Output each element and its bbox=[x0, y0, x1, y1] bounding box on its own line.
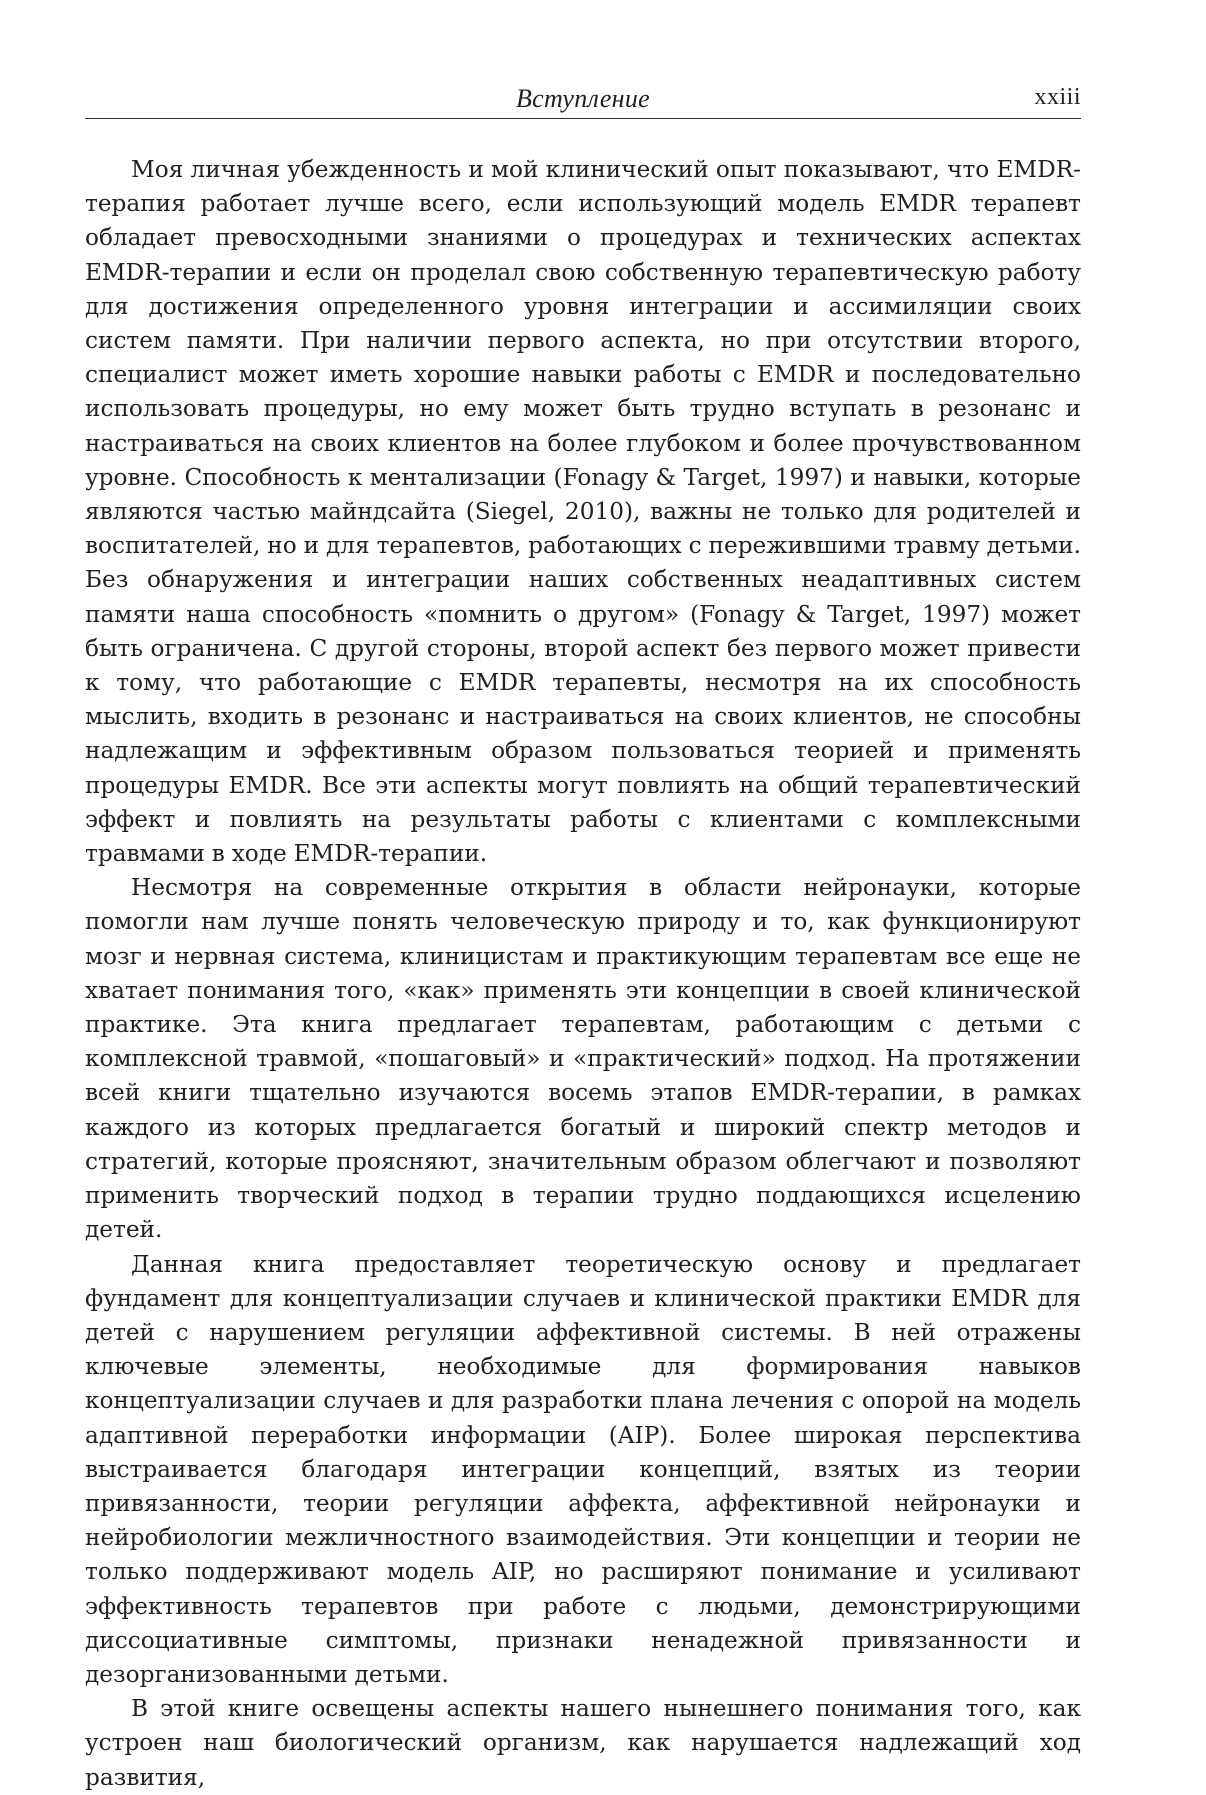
body-text bbox=[85, 153, 1081, 1795]
running-header bbox=[85, 70, 1081, 119]
paragraph-3: Данная книга предоставляет теоретическую основу и предлагает фундамент для концептуализации случаев и клинической практики EMDR для детей с нарушением регуляции аффективной системы. В ней отражены ключевые элементы, необходимые для формирования навыков концептуализации случаев и для разработки плана лечения с опорой на модель адаптивной переработки информации (AIP). Более широкая перспектива выстраивается благодаря интеграции концепций, взятых из теории привязанности, теории регуляции аффекта, аффективной нейронауки и нейробиологии межличностного взаимодействия. Эти концепции и теории не только поддерживают модель AIP, но расширяют понимание и усиливают эффективность терапевтов при работе с людьми, демонстрирующими диссоциативные симптомы, признаки ненадежной привязанности и дезорганизованными детьми. bbox=[85, 1250, 1081, 1688]
paragraph-2: Несмотря на современные открытия в области нейронауки, которые помогли нам лучше понять человеческую природу и то, как функционируют мозг и нервная система, клиницистам и практикующим терапевтам все еще не хватает понимания того, «как» применять эти концепции в своей клинической практике. Эта книга предлагает терапевтам, работающим с детьми с комплексной травмой, «пошаговый» и «практический» подход. На протяжении всей книги тщательно изучаются восемь этапов EMDR-терапии, в рамках каждого из которых предлагается богатый и широкий спектр методов и стратегий, которые проясняют, значительным образом облегчают и позволяют применить творческий подход в терапии трудно поддающихся исцелению детей. bbox=[85, 874, 1081, 1244]
chapter-title: Вступление bbox=[515, 84, 651, 113]
page-number: xxiii bbox=[1034, 84, 1081, 110]
paragraph-4: В этой книге освещены аспекты нашего нынешнего понимания того, как устроен наш биологический организм, как нарушается надлежащий ход развития, bbox=[85, 1695, 1081, 1791]
paragraph-1: Моя личная убежденность и мой клинический опыт показывают, что EMDR-терапия работает лучше всего, если использующий модель EMDR терапевт обладает превосходными знаниями о процедурах и технических аспектах EMDR-терапии и если он проделал свою собственную терапевтическую работу для достижения определенного уровня интеграции и ассимиляции своих систем памяти. При наличии первого аспекта, но при отсутствии второго, специалист может иметь хорошие навыки работы с EMDR и последовательно использовать процедуры, но ему может быть трудно вступать в резонанс и настраиваться на своих клиентов на более глубоком и более прочувствованном уровне. Способность к ментализации (Fonagy & Target, 1997) и навыки, которые являются частью майндсайта (Siegel, 2010), важны не только для родителей и воспитателей, но и для терапевтов, работающих с пережившими травму детьми. Без обнаружения и интеграции наших собственных неадаптивных систем памяти наша способность «помнить о другом» (Fonagy & Target, 1997) может быть ограничена. С другой стороны, второй аспект без первого может привести к тому, что работающие с EMDR терапевты, несмотря на их способность мыслить, входить в резонанс и настраиваться на своих клиентов, не способны надлежащим и эффективным образом пользоваться теорией и применять процедуры EMDR. Все эти аспекты могут повлиять на общий терапевтический эффект и повлиять на результаты работы с клиентами с комплексными травмами в ходе EMDR-терапии. bbox=[85, 156, 1081, 868]
